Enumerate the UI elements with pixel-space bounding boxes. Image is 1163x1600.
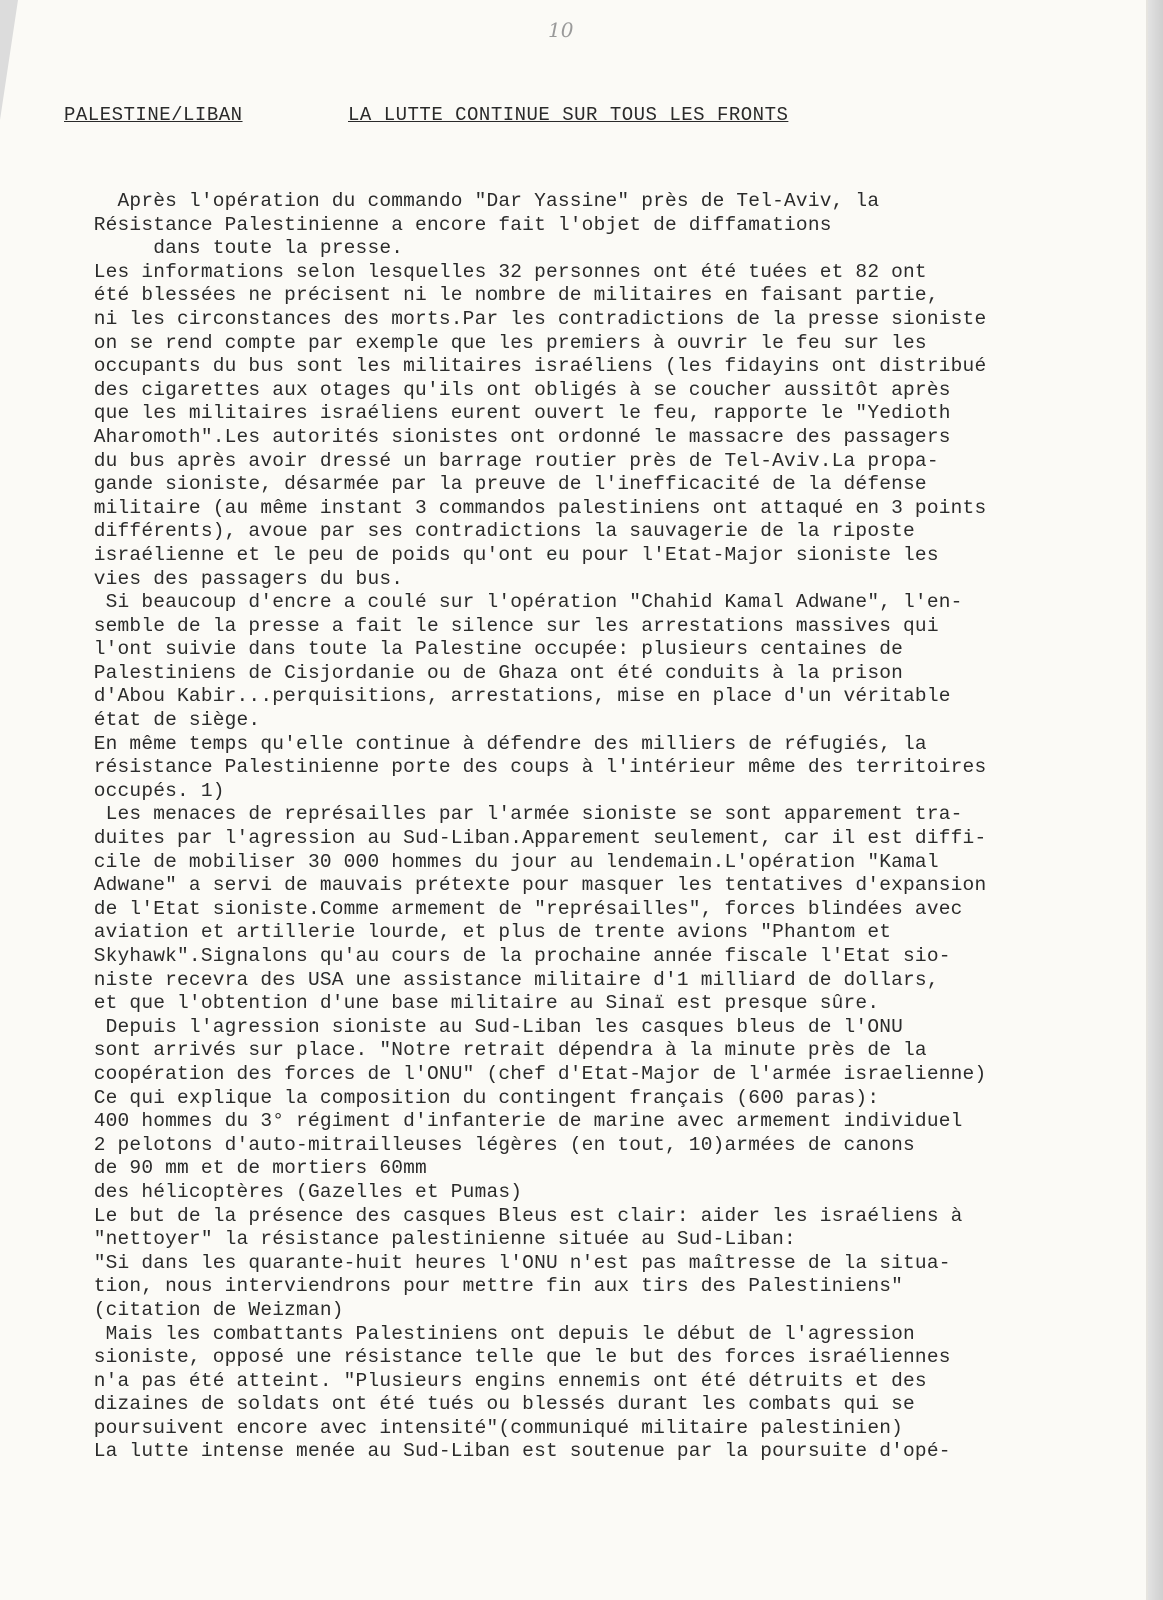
text-line: Depuis l'agression sioniste au Sud-Liban les casques bleus de l'ONU [58,1015,904,1038]
text-line: (citation de Weizman) [58,1298,344,1321]
folded-corner [0,0,18,120]
paper-edge [1148,0,1163,1600]
text-line: vies des passagers du bus. [58,567,404,590]
text-line: que les militaires israéliens eurent ouvert le feu, rapporte le "Yedioth [58,402,951,425]
text-line: "nettoyer" la résistance palestinienne située au Sud-Liban: [58,1228,796,1251]
text-line: tion, nous interviendrons pour mettre fin aux tirs des Palestiniens" [58,1275,904,1298]
text-line: Après l'opération du commando "Dar Yassine" près de Tel-Aviv, la [58,190,880,212]
text-line: semble de la presse a fait le silence sur les arrestations massives qui [58,614,939,637]
text-line: Skyhawk".Signalons qu'au cours de la prochaine année fiscale l'Etat sio- [58,945,951,967]
text-line: de 90 mm et de mortiers 60mm [58,1157,427,1180]
text-line: niste recevra des USA une assistance militaire d'1 milliard de dollars, [58,968,939,991]
text-line: gande sioniste, désarmée par la preuve de l'inefficacité de la défense [58,473,927,496]
text-line: Aharomoth".Les autorités sionistes ont ordonné le massacre des passagers [58,425,951,448]
text-line: Adwane" a servi de mauvais prétexte pour masquer les tentatives d'expansion [58,874,987,897]
text-line: militaire (au même instant 3 commandos palestiniens ont attaqué en 3 points [58,496,987,519]
text-line: des cigarettes aux otages qu'ils ont obligés à se coucher aussitôt après [58,378,951,401]
text-line: sont arrivés sur place. "Notre retrait dépendra à la minute près de la [58,1039,927,1062]
text-line: coopération des forces de l'ONU" (chef d'Etat-Major de l'armée israelienne) [58,1062,987,1085]
text-line: Les menaces de représailles par l'armée sioniste se sont apparement tra- [58,803,963,826]
text-line: occupants du bus sont les militaires israéliens (les fidayins ont distribué [58,355,987,378]
page-number: 10 [548,18,574,42]
text-line: Résistance Palestinienne a encore fait l'objet de diffamations [58,213,832,236]
text-line: "Si dans les quarante-huit heures l'ONU n'est pas maîtresse de la situa- [58,1251,951,1274]
text-line: aviation et artillerie lourde, et plus de trente avions "Phantom et [58,921,892,944]
text-line: état de siège. [58,709,261,732]
text-line: résistance Palestinienne porte des coups à l'intérieur même des territoires [58,756,987,779]
text-line: de l'Etat sioniste.Comme armement de "représailles", forces blindées avec [58,897,963,920]
text-line: 2 pelotons d'auto-mitrailleuses légères (en tout, 10)armées de canons [58,1133,915,1156]
text-line: l'ont suivie dans toute la Palestine occupée: plusieurs centaines de [58,638,904,661]
text-line: été blessées ne précisent ni le nombre de militaires en faisant partie, [58,284,939,307]
text-line: Le but de la présence des casques Bleus est clair: aider les israéliens à [58,1204,963,1227]
text-line: et que l'obtention d'une base militaire au Sinaï est presque sûre. [58,992,880,1015]
text-line: occupés. 1) [58,779,225,802]
text-line: ni les circonstances des morts.Par les contradictions de la presse sioniste [58,307,987,330]
text-line: La lutte intense menée au Sud-Liban est soutenue par la poursuite d'opé- [58,1440,951,1463]
text-line: sioniste, opposé une résistance telle que le but des forces israéliennes [58,1346,951,1369]
text-line: dans toute la presse. [58,237,404,260]
text-line: Mais les combattants Palestiniens ont depuis le début de l'agression [58,1322,915,1345]
text-line: d'Abou Kabir...perquisitions, arrestations, mise en place d'un véritable [58,685,951,708]
text-line: duites par l'agression au Sud-Liban.Apparement seulement, car il est diffi- [58,827,987,850]
text-line: n'a pas été atteint. "Plusieurs engins ennemis ont été détruits et des [58,1369,927,1392]
text-line: 400 hommes du 3° régiment d'infanterie de marine avec armement individuel [58,1110,963,1133]
heading-region: PALESTINE/LIBAN [64,104,243,126]
text-line: dizaines de soldats ont été tués ou blessés durant les combats qui se [58,1393,915,1416]
article-body [58,190,1078,1464]
text-line: israélienne et le peu de poids qu'ont eu pour l'Etat-Major sioniste les [58,543,939,566]
text-line: Si beaucoup d'encre a coulé sur l'opération "Chahid Kamal Adwane", l'en- [58,591,963,614]
text-line: Ce qui explique la composition du contingent français (600 paras): [58,1086,880,1109]
text-line: du bus après avoir dressé un barrage routier près de Tel-Aviv.La propa- [58,449,939,472]
text-line: des hélicoptères (Gazelles et Pumas) [58,1180,523,1203]
text-line: cile de mobiliser 30 000 hommes du jour au lendemain.L'opération "Kamal [58,850,939,873]
text-line: différents), avoue par ses contradictions la sauvagerie de la riposte [58,520,915,543]
text-line: En même temps qu'elle continue à défendre des milliers de réfugiés, la [58,732,927,755]
text-line: Les informations selon lesquelles 32 personnes ont été tuées et 82 ont [58,260,927,283]
text-line: Palestiniens de Cisjordanie ou de Ghaza ont été conduits à la prison [58,661,904,684]
text-line: poursuivent encore avec intensité"(communiqué militaire palestinien) [58,1416,904,1439]
heading-title: LA LUTTE CONTINUE SUR TOUS LES FRONTS [348,104,789,126]
text-line: on se rend compte par exemple que les premiers à ouvrir le feu sur les [58,331,927,354]
